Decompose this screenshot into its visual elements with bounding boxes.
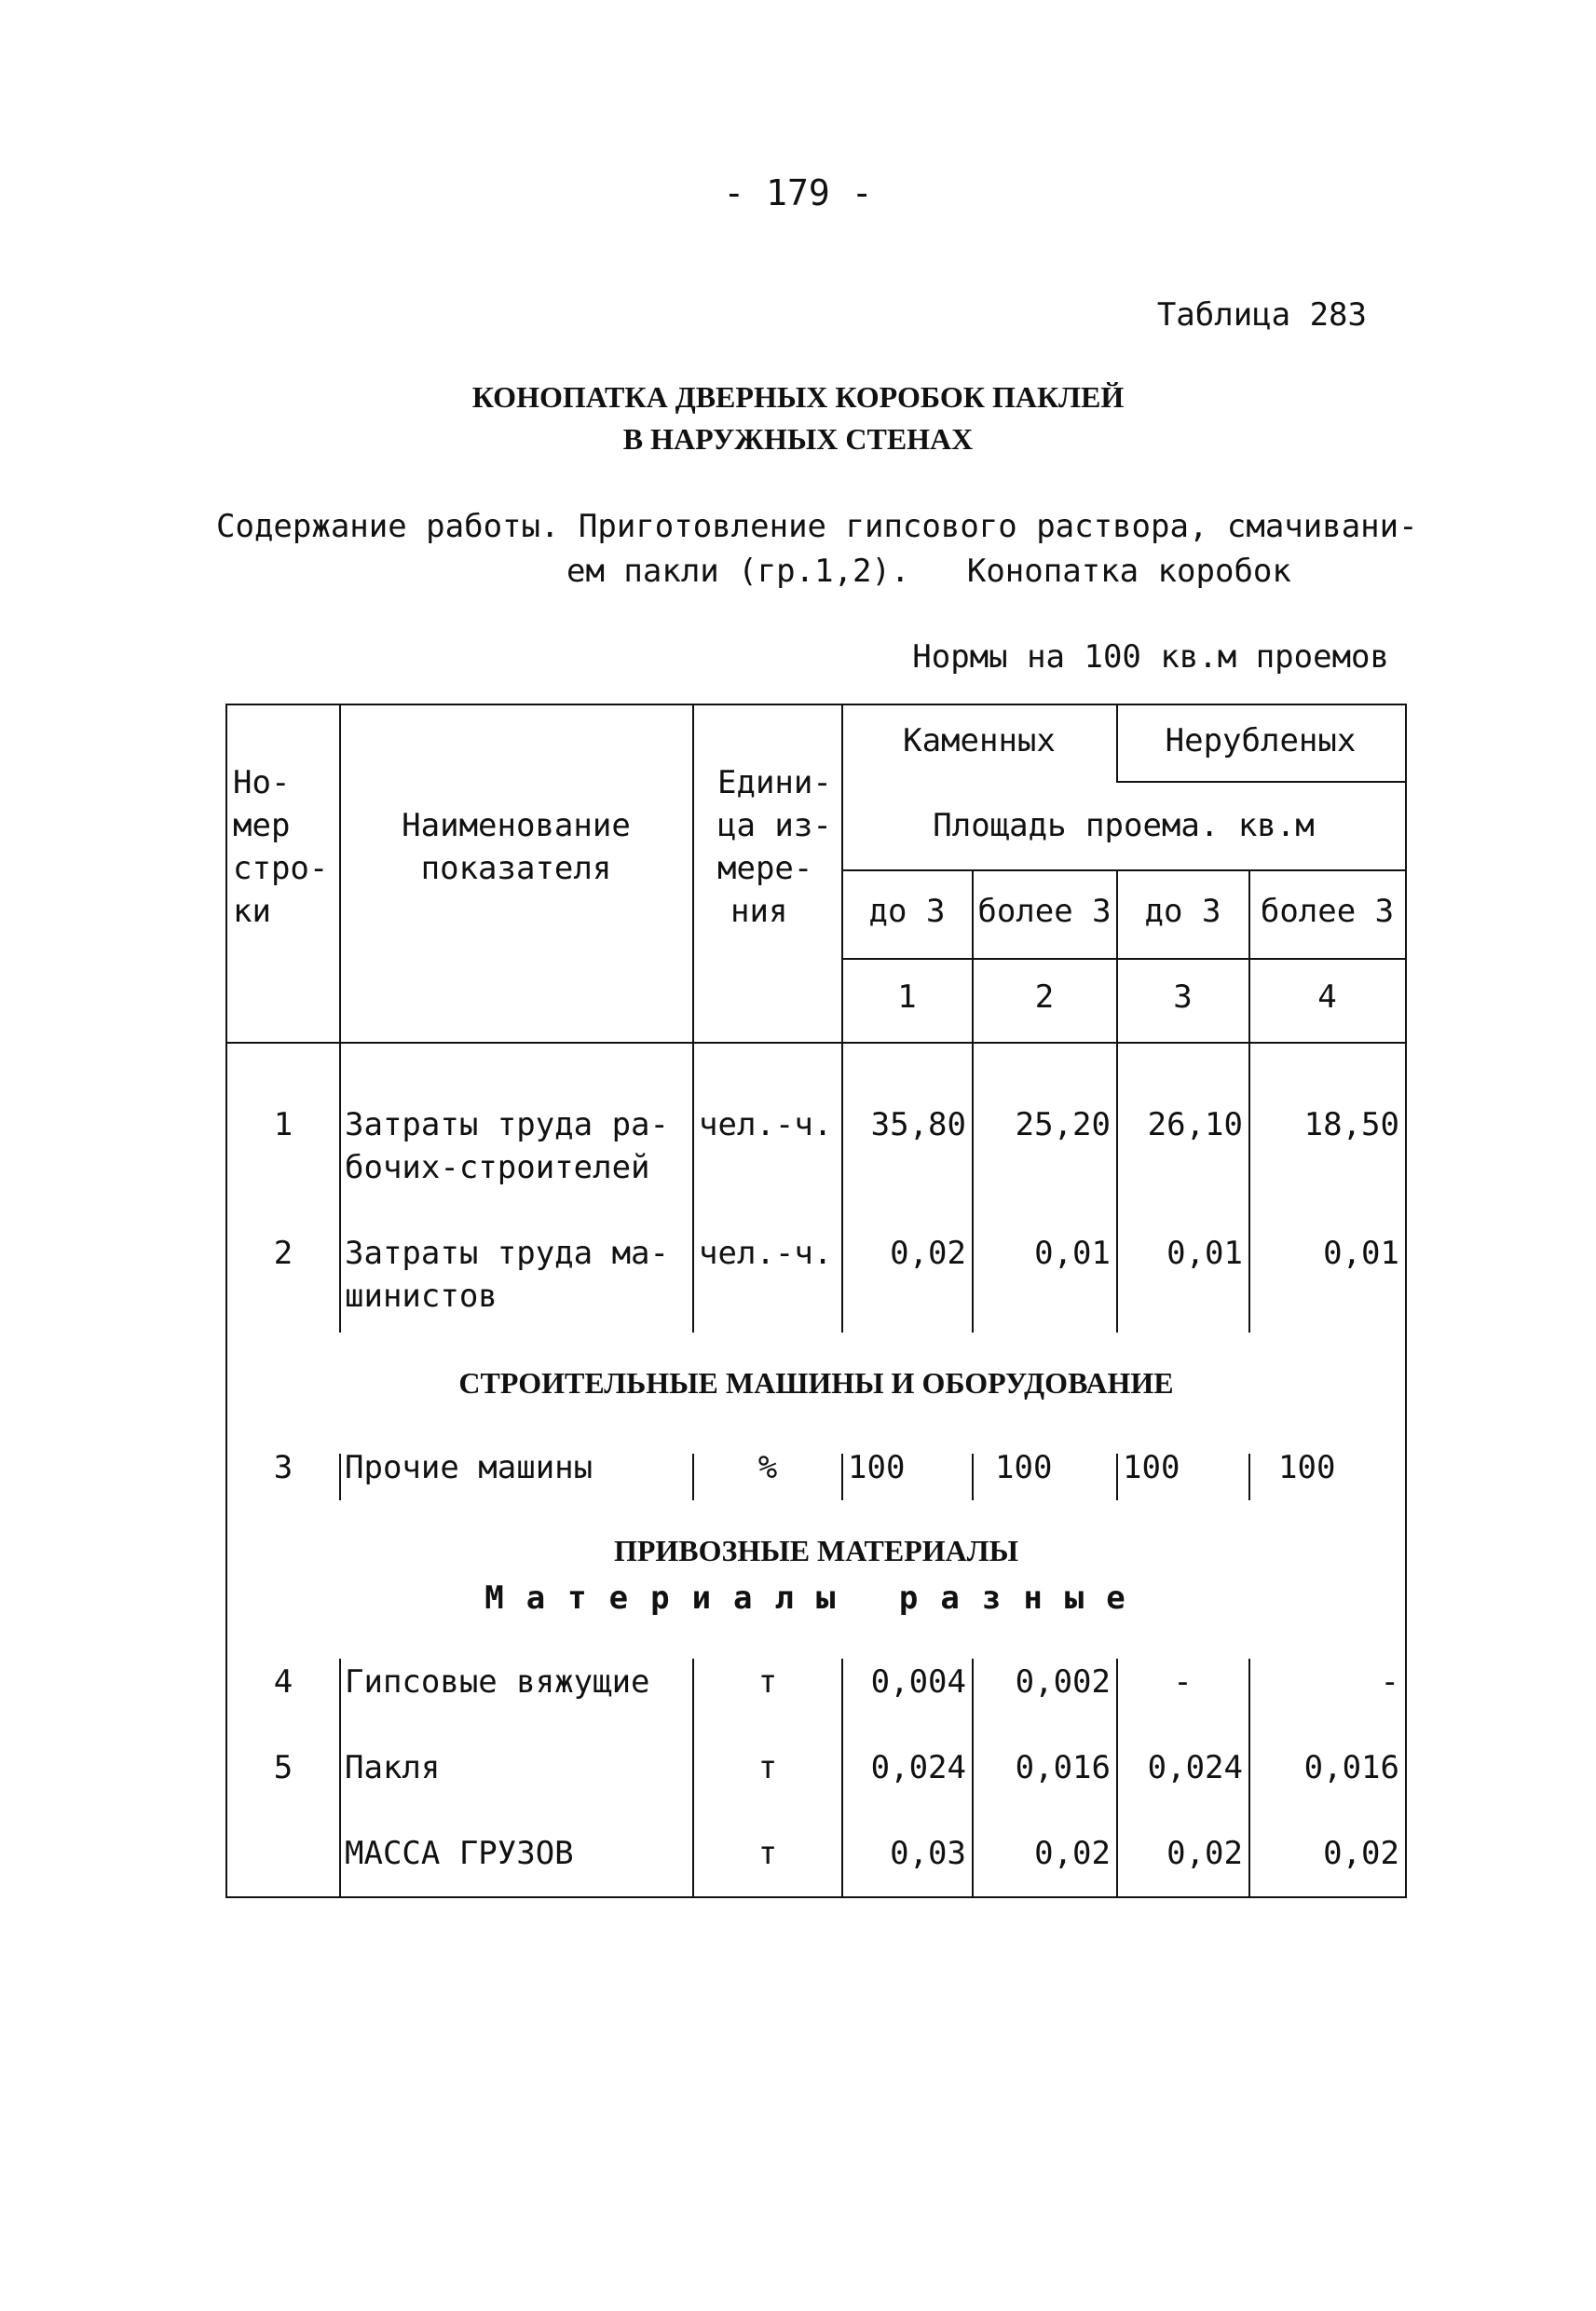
header-sub-2: более 3 — [977, 893, 1112, 930]
row-value: 35,80 — [870, 1106, 966, 1143]
row-number: 3 — [273, 1449, 293, 1486]
row-unit: % — [757, 1449, 778, 1486]
table-right-border — [1405, 704, 1407, 1896]
row-name-line: Затраты труда ма- — [345, 1235, 669, 1272]
work-content-line2: ем пакли (гр.1,2). Конопатка коробок — [566, 553, 1291, 590]
col-num-1: 1 — [897, 978, 917, 1016]
header-rownum-2: мер — [233, 807, 291, 844]
row-number: 4 — [273, 1663, 293, 1701]
row-name: МАССА ГРУЗОВ — [345, 1835, 574, 1872]
table-bottom-border — [225, 1896, 1407, 1898]
header-unit-4: ния — [730, 893, 788, 930]
row-value: 0,02 — [1323, 1835, 1399, 1872]
row-value: - — [1173, 1663, 1193, 1701]
header-unit-3: мере- — [717, 850, 813, 887]
section-materials-heading: ПРИВОЗНЫЕ МАТЕРИАЛЫ — [613, 1534, 1019, 1567]
row-value: 0,01 — [1323, 1235, 1399, 1272]
row-value: 0,016 — [1303, 1749, 1399, 1786]
header-area: Площадь проема. кв.м — [933, 807, 1315, 844]
table-title-line1: КОНОПАТКА ДВЕРНЫХ КОРОБОК ПАКЛЕЙ — [471, 380, 1125, 414]
row-value: 0,03 — [890, 1835, 966, 1872]
row-unit: чел.-ч. — [699, 1235, 833, 1272]
row-name-line: шинистов — [345, 1278, 498, 1315]
table-title-line2: В НАРУЖНЫХ СТЕНАХ — [622, 422, 974, 456]
header-unit-2: ца из- — [717, 807, 832, 844]
row-value: 0,01 — [1166, 1235, 1243, 1272]
header-unit-1: Едини- — [717, 764, 832, 801]
row-value: 0,02 — [1034, 1835, 1111, 1872]
row-name-line: бочих-строителей — [345, 1149, 650, 1186]
header-rownum-1: Но- — [233, 764, 291, 801]
header-name-1: Наименование — [402, 807, 631, 844]
norms-note: Нормы на 100 кв.м проемов — [912, 638, 1389, 676]
row-unit: т — [757, 1835, 778, 1872]
row-value: 100 — [1278, 1449, 1336, 1486]
area-divider — [841, 869, 1407, 871]
row-value: 26,10 — [1147, 1106, 1243, 1143]
header-name-2: показателя — [420, 850, 612, 887]
page-number: - 179 - — [723, 172, 873, 213]
row-value: 100 — [848, 1449, 906, 1486]
row-value: 0,01 — [1034, 1235, 1111, 1272]
row-value: 0,016 — [1015, 1749, 1111, 1786]
work-content-line1: Содержание работы. Приготовление гипсового раствора, смачивани- — [216, 508, 1418, 545]
row-value: 0,024 — [1147, 1749, 1243, 1786]
header-sub-3: до 3 — [1144, 893, 1221, 930]
header-rownum-3: стро- — [233, 850, 329, 887]
row-name-line: Затраты труда ра- — [345, 1106, 669, 1143]
row-value: 0,02 — [1166, 1835, 1243, 1872]
row-value: 0,024 — [870, 1749, 966, 1786]
row-value: - — [1380, 1663, 1399, 1701]
header-rownum-4: ки — [233, 893, 271, 930]
table-top-border — [225, 704, 1407, 705]
col-divider-name — [692, 704, 694, 1896]
header-sub-4: более 3 — [1260, 893, 1395, 930]
row-number: 2 — [273, 1235, 293, 1272]
row-value: 25,20 — [1015, 1106, 1111, 1143]
table-label: Таблица 283 — [1156, 296, 1367, 334]
row-value: 100 — [995, 1449, 1053, 1486]
col-num-2: 2 — [1034, 978, 1055, 1016]
row-value: 0,004 — [870, 1663, 966, 1701]
row-name: Прочие машины — [345, 1449, 593, 1486]
header-group-stone: Каменных — [903, 722, 1056, 759]
group-divider — [1116, 781, 1407, 783]
row-unit: чел.-ч. — [699, 1106, 833, 1143]
section-machines-heading: СТРОИТЕЛЬНЫЕ МАШИНЫ И ОБОРУДОВАНИЕ — [458, 1366, 1174, 1400]
header-sub-1: до 3 — [868, 893, 946, 930]
row-value: 0,002 — [1015, 1663, 1111, 1701]
row-value: 0,02 — [890, 1235, 966, 1272]
row-name: Пакля — [345, 1749, 441, 1786]
row-name: Гипсовые вяжущие — [345, 1663, 650, 1701]
col-num-4: 4 — [1317, 978, 1337, 1016]
row-number: 1 — [273, 1106, 293, 1143]
row-value: 18,50 — [1303, 1106, 1399, 1143]
row-unit: т — [757, 1663, 778, 1701]
row-number: 5 — [273, 1749, 293, 1786]
sub-divider — [841, 958, 1407, 960]
section-materials-subheading: Материалы разные — [484, 1579, 1148, 1617]
col-num-3: 3 — [1173, 978, 1193, 1016]
col-divider-unit — [841, 704, 843, 1896]
row-value: 100 — [1123, 1449, 1180, 1486]
header-group-log: Нерубленых — [1165, 722, 1357, 759]
table-left-border — [225, 704, 227, 1896]
row-unit: т — [757, 1749, 778, 1786]
header-bottom-border — [225, 1042, 1407, 1044]
